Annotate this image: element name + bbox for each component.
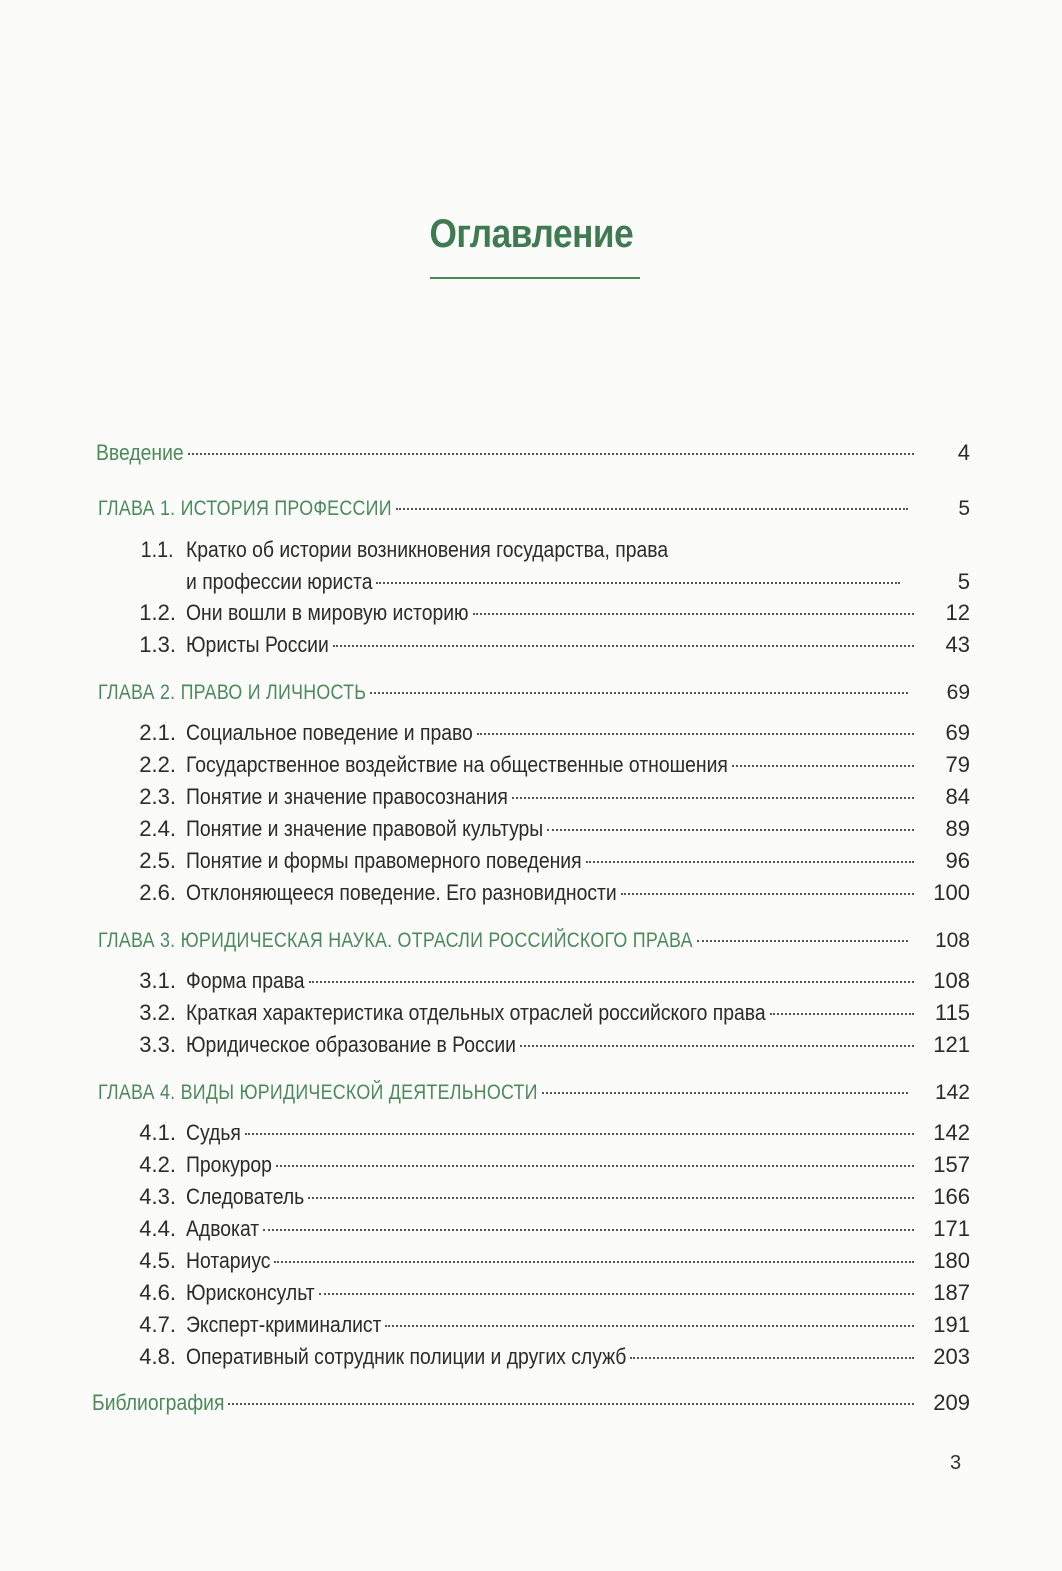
page-ref: 69 xyxy=(946,681,970,704)
front-matter-title: Введение xyxy=(96,440,184,465)
toc-section-line xyxy=(128,537,734,563)
dot-leader xyxy=(473,613,914,615)
page-ref: 187 xyxy=(933,1280,970,1305)
page-ref: 142 xyxy=(933,1120,970,1145)
page-ref: 115 xyxy=(934,1000,970,1025)
dot-leader xyxy=(370,692,908,694)
dot-leader xyxy=(477,733,914,735)
page-ref: 209 xyxy=(933,1390,970,1415)
section-number: 2.2. xyxy=(139,752,176,777)
section-title: Понятие и формы правомерного поведения xyxy=(186,848,582,873)
section-number: 4.4. xyxy=(139,1216,176,1241)
section-title: Краткая характеристика отдельных отраслей российского права xyxy=(186,1000,766,1025)
toc-entry[interactable] xyxy=(128,1280,970,1306)
section-title: Понятие и значение правовой культуры xyxy=(186,816,544,841)
page-ref: 96 xyxy=(945,848,970,873)
page-ref: 84 xyxy=(945,784,970,809)
page-ref: 191 xyxy=(933,1312,970,1337)
section-title: Юрисконсульт xyxy=(186,1280,315,1305)
section-title: Адвокат xyxy=(186,1216,260,1241)
page-ref: 157 xyxy=(933,1152,970,1177)
toc-chapter[interactable] xyxy=(98,496,970,522)
page-ref: 180 xyxy=(933,1248,970,1273)
page-ref: 4 xyxy=(957,440,970,465)
dot-leader xyxy=(376,582,900,584)
chapter-title: ГЛАВА 4. ВИДЫ ЮРИДИЧЕСКОЙ ДЕЯТЕЛЬНОСТИ xyxy=(98,1081,538,1104)
section-title: Форма права xyxy=(186,968,305,993)
page-ref: 5 xyxy=(958,497,970,520)
section-number: 3.1. xyxy=(139,968,176,993)
dot-leader xyxy=(396,508,908,510)
dot-leader xyxy=(245,1133,914,1135)
section-title: Отклоняющееся поведение. Его разновидности xyxy=(186,880,617,905)
page-ref: 108 xyxy=(934,929,970,952)
dot-leader xyxy=(188,453,914,455)
dot-leader xyxy=(263,1229,914,1231)
dot-leader xyxy=(512,797,914,799)
dot-leader xyxy=(385,1325,914,1327)
dot-leader xyxy=(586,861,914,863)
section-title: Государственное воздействие на общественные отношения xyxy=(186,752,728,777)
dot-leader xyxy=(274,1261,914,1263)
toc-entry[interactable] xyxy=(128,1248,970,1274)
toc-entry[interactable] xyxy=(128,816,970,842)
section-number: 4.8. xyxy=(139,1344,176,1369)
page-ref: 166 xyxy=(933,1184,970,1209)
section-number: 3.2. xyxy=(139,1000,176,1025)
dot-leader xyxy=(630,1357,914,1359)
toc-front-matter[interactable] xyxy=(96,440,970,466)
section-title: Они вошли в мировую историю xyxy=(186,600,469,625)
section-title-continuation: и профессии юриста xyxy=(186,569,373,594)
toc-entry[interactable] xyxy=(128,752,970,778)
page-ref: 12 xyxy=(945,600,970,625)
dot-leader xyxy=(228,1403,914,1405)
dot-leader xyxy=(319,1293,914,1295)
toc-entry[interactable] xyxy=(128,880,970,906)
page-number: 3 xyxy=(950,1452,962,1474)
page-ref: 5 xyxy=(957,569,970,594)
section-number: 4.1. xyxy=(139,1120,176,1145)
toc-entry[interactable] xyxy=(128,1152,970,1178)
dot-leader xyxy=(333,645,914,647)
dot-leader xyxy=(276,1165,914,1167)
page-ref: 43 xyxy=(945,632,970,657)
page-ref: 79 xyxy=(945,752,970,777)
toc-chapter[interactable] xyxy=(98,928,970,954)
toc-entry[interactable] xyxy=(128,1312,970,1338)
section-title: Социальное поведение и право xyxy=(186,720,473,745)
section-number: 1.1. xyxy=(140,537,174,562)
section-number: 4.3. xyxy=(139,1184,176,1209)
toc-front-matter[interactable] xyxy=(92,1390,970,1416)
section-title: Понятие и значение правосознания xyxy=(186,784,508,809)
toc-entry[interactable] xyxy=(128,1216,970,1242)
toc-entry[interactable] xyxy=(128,1184,970,1210)
toc-entry[interactable] xyxy=(128,720,970,746)
toc-chapter[interactable] xyxy=(98,1080,970,1106)
section-title: Кратко об истории возникновения государства, права xyxy=(186,537,669,562)
section-title: Эксперт-криминалист xyxy=(186,1312,382,1337)
page-title: Оглавление xyxy=(429,212,634,256)
toc-entry[interactable] xyxy=(128,1032,970,1058)
toc-entry[interactable] xyxy=(128,1000,970,1026)
toc-entry[interactable] xyxy=(128,784,970,810)
dot-leader xyxy=(309,981,914,983)
dot-leader xyxy=(520,1045,914,1047)
dot-leader xyxy=(697,940,908,942)
toc-entry[interactable] xyxy=(128,632,970,658)
section-number: 3.3. xyxy=(139,1032,176,1057)
page-ref: 100 xyxy=(933,880,970,905)
section-number: 4.6. xyxy=(139,1280,176,1305)
page-ref: 121 xyxy=(933,1032,970,1057)
toc-entry[interactable] xyxy=(186,569,970,595)
page-ref: 203 xyxy=(933,1344,970,1369)
section-number: 2.3. xyxy=(139,784,176,809)
section-number: 1.2. xyxy=(139,600,176,625)
section-title: Судья xyxy=(186,1120,241,1145)
toc-entry[interactable] xyxy=(128,600,970,626)
section-number: 1.3. xyxy=(139,632,176,657)
section-title: Оперативный сотрудник полиции и других служб xyxy=(186,1344,627,1369)
section-number: 2.1. xyxy=(139,720,176,745)
section-number: 2.4. xyxy=(139,816,176,841)
section-title: Юристы России xyxy=(186,632,329,657)
toc-entry[interactable] xyxy=(128,1344,970,1370)
section-number: 2.5. xyxy=(139,848,176,873)
section-title: Прокурор xyxy=(186,1152,272,1177)
front-matter-title: Библиография xyxy=(92,1390,225,1415)
section-title: Нотариус xyxy=(186,1248,271,1273)
toc-chapter[interactable] xyxy=(98,680,970,706)
chapter-title: ГЛАВА 2. ПРАВО И ЛИЧНОСТЬ xyxy=(98,681,367,704)
toc-entry[interactable] xyxy=(128,848,970,874)
dot-leader xyxy=(542,1092,908,1094)
dot-leader xyxy=(308,1197,914,1199)
chapter-title: ГЛАВА 1. ИСТОРИЯ ПРОФЕССИИ xyxy=(98,497,392,520)
toc-entry[interactable] xyxy=(128,968,970,994)
section-title: Следователь xyxy=(186,1184,305,1209)
dot-leader xyxy=(732,765,914,767)
toc-entry[interactable] xyxy=(128,1120,970,1146)
chapter-title: ГЛАВА 3. ЮРИДИЧЕСКАЯ НАУКА. ОТРАСЛИ РОССИЙСКОГО ПРАВА xyxy=(98,929,693,952)
dot-leader xyxy=(621,893,914,895)
section-number: 4.7. xyxy=(139,1312,176,1337)
dot-leader xyxy=(770,1013,914,1015)
page-ref: 142 xyxy=(934,1081,970,1104)
section-title: Юридическое образование в России xyxy=(186,1032,516,1057)
section-number: 2.6. xyxy=(139,880,176,905)
page-ref: 89 xyxy=(945,816,970,841)
page-ref: 108 xyxy=(933,968,970,993)
section-number: 4.5. xyxy=(139,1248,176,1273)
dot-leader xyxy=(547,829,914,831)
page-ref: 69 xyxy=(945,720,970,745)
page-ref: 171 xyxy=(933,1216,970,1241)
section-number: 4.2. xyxy=(139,1152,176,1177)
